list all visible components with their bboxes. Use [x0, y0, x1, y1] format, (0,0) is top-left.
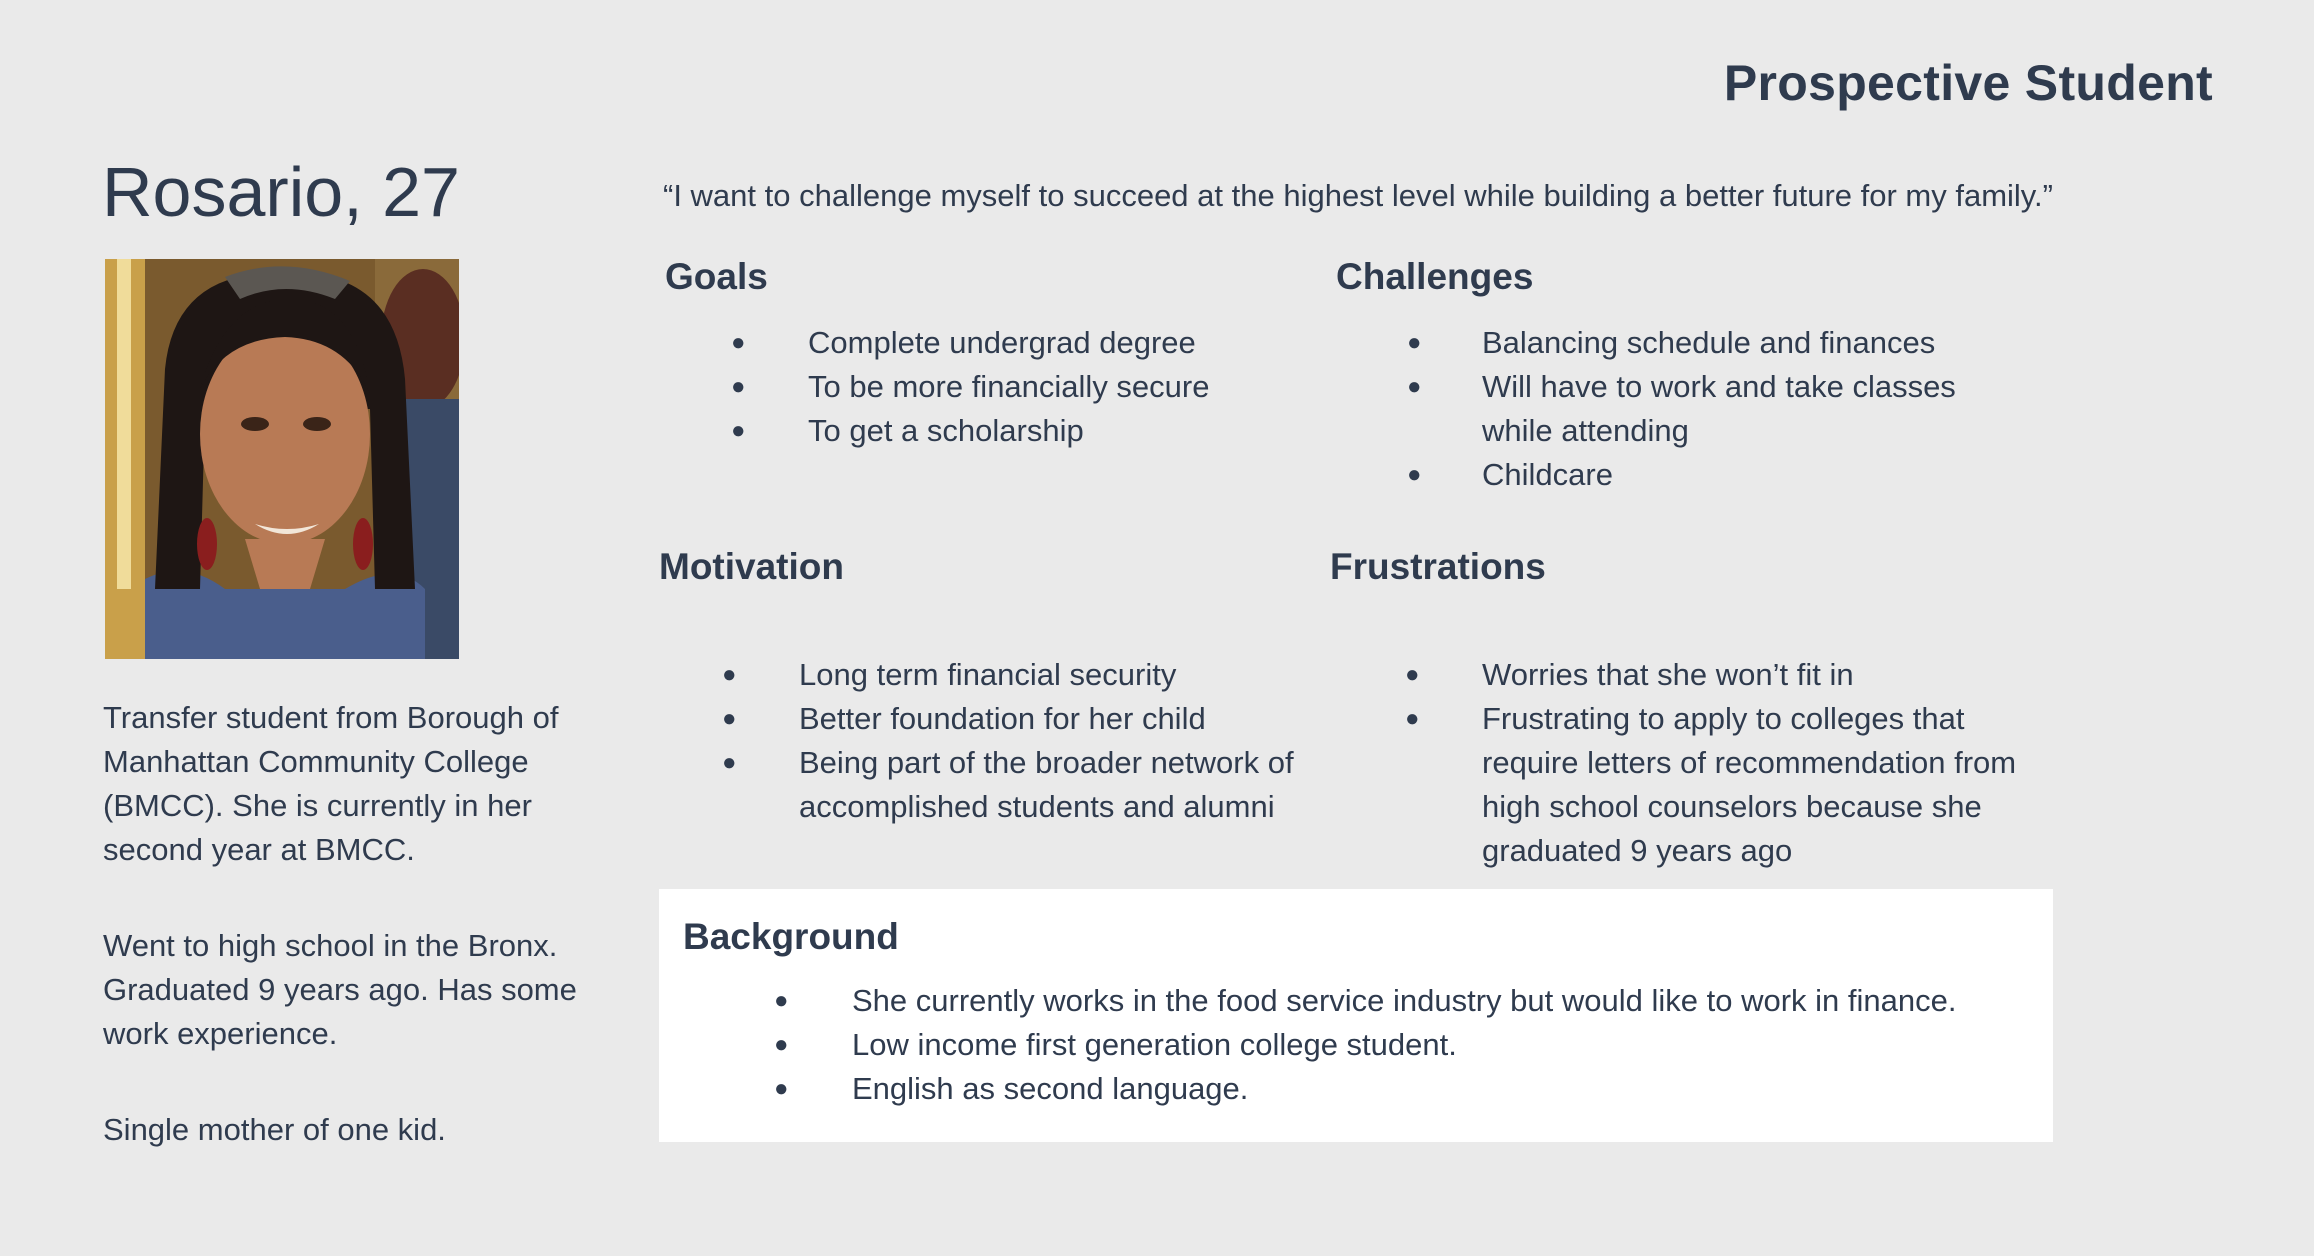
- frustrations-section: [1330, 543, 2030, 873]
- background-card: [659, 889, 2053, 1142]
- bio-paragraph: Single mother of one kid.: [103, 1112, 446, 1147]
- persona-quote: “I want to challenge myself to succeed at the highest level while building a better future for my family.”: [663, 178, 2053, 213]
- persona-bio: [103, 696, 623, 1204]
- goals-heading: Goals: [665, 256, 768, 297]
- challenges-heading: Challenges: [1336, 256, 1534, 297]
- list-item: ● Frustrating to apply to colleges that require letters of recommendation from high school counselors because she graduated 9 years ago: [1482, 697, 2037, 873]
- list-item: ● Will have to work and take classes while attending: [1482, 365, 2012, 453]
- list-item: ● Being part of the broader network of accomplished students and alumni: [799, 741, 1359, 829]
- bio-paragraph: Transfer student from Borough of Manhattan Community College (BMCC). She is currently in her second year at BMCC.: [103, 700, 559, 867]
- goals-list: [665, 321, 1209, 453]
- goals-section: [665, 253, 1209, 453]
- frustrations-list: [1330, 653, 2037, 873]
- list-item: ● She currently works in the food service industry but would like to work in finance.: [852, 979, 2053, 1023]
- list-item: ● Long term financial security: [799, 653, 1359, 697]
- motivation-list: [659, 653, 1359, 829]
- list-item: ● Worries that she won’t fit in: [1482, 653, 2037, 697]
- list-item: ● Balancing schedule and finances: [1482, 321, 2012, 365]
- background-heading: Background: [683, 916, 899, 957]
- persona-name: Rosario, 27: [102, 153, 460, 231]
- page-title: Prospective Student: [1723, 55, 2213, 111]
- motivation-heading: Motivation: [659, 546, 844, 587]
- background-list: [683, 979, 2053, 1111]
- bio-paragraph: Went to high school in the Bronx. Graduated 9 years ago. Has some work experience.: [103, 928, 577, 1051]
- list-item: ● English as second language.: [852, 1067, 2053, 1111]
- motivation-section: [659, 543, 1339, 829]
- list-item: ● Low income first generation college student.: [852, 1023, 2053, 1067]
- challenges-list: [1336, 321, 2012, 497]
- challenges-section: [1336, 253, 2016, 497]
- list-item: ● Childcare: [1482, 453, 2012, 497]
- list-item: ● Better foundation for her child: [799, 697, 1359, 741]
- list-item: ● To get a scholarship: [808, 409, 1209, 453]
- persona-photo: [105, 259, 459, 659]
- list-item: ● To be more financially secure: [808, 365, 1209, 409]
- frustrations-heading: Frustrations: [1330, 546, 1546, 587]
- list-item: ● Complete undergrad degree: [808, 321, 1209, 365]
